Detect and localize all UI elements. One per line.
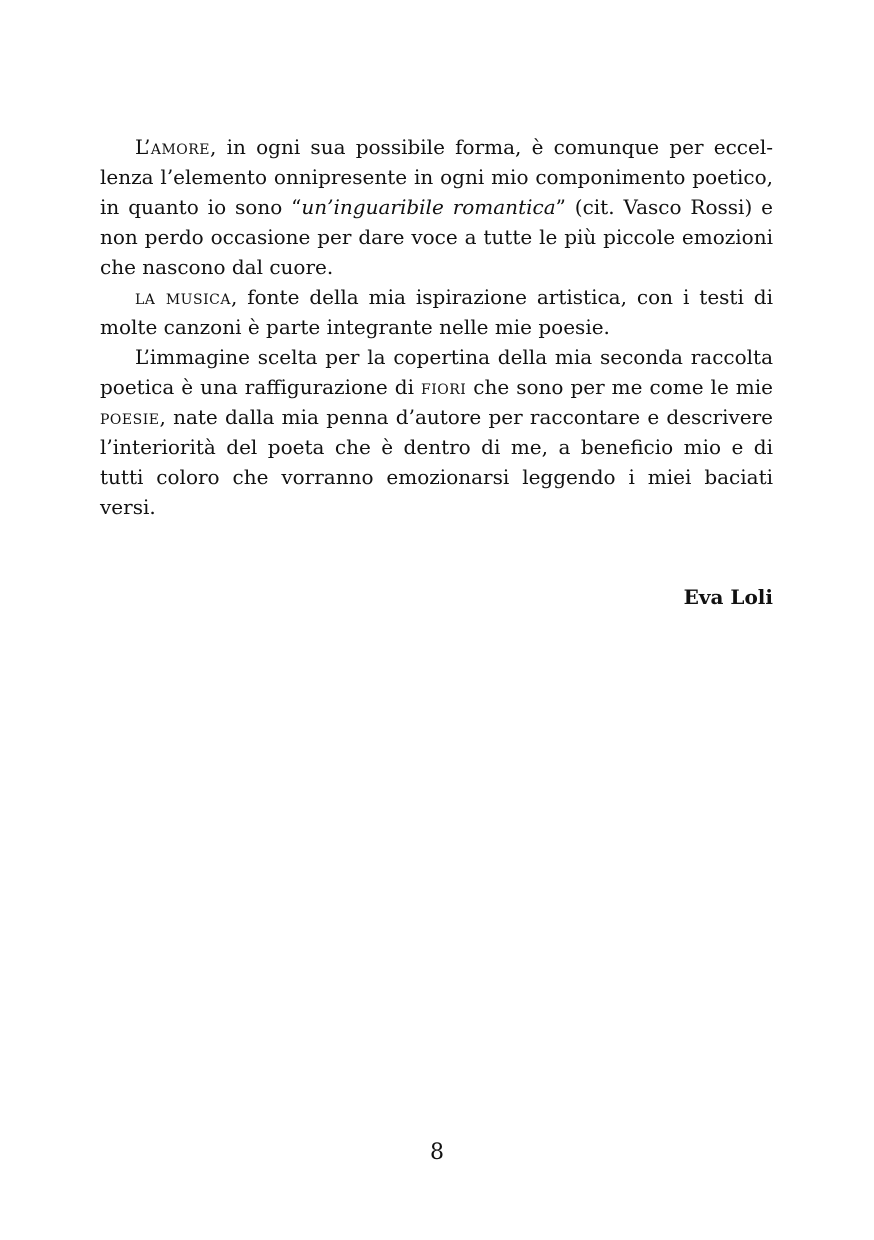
paragraph-cover-text-1: L’immagine scelta per la copertina della mia seconda raccolta poetica è una raffigurazione di: [100, 345, 773, 399]
paragraph-cover: [100, 342, 773, 522]
paragraph-cover-text-2: che sono per me come le mie: [466, 375, 773, 399]
author-signature: Eva Loli: [683, 585, 773, 609]
paragraph-love-text-1: , in ogni sua possibile forma, è comunque per eccellenza l’elemento onnipresente in ogni mio componimento poetico, in quanto io sono “: [100, 135, 773, 219]
page-number: 8: [430, 1140, 444, 1165]
small-caps-fiori: fiori: [420, 375, 467, 399]
paragraph-music: [100, 282, 773, 342]
paragraph-cover-text-3: , nate dalla mia penna d’autore per raccontare e descrivere l’interiorità del poeta che è dentro di me, a beneficio mio e di tutti coloro che vorranno emozionarsi leggendo i miei baciati versi.: [100, 405, 773, 519]
paragraph-love-text-2: ” (cit. Vasco Rossi) e non perdo occasione per dare voce a tutte le più piccole emozioni che nascono dal cuore.: [100, 195, 773, 279]
italic-quote: un’inguaribile romantica: [301, 195, 556, 219]
paragraph-love: [100, 132, 773, 282]
preface-text: [100, 132, 773, 522]
small-caps-la-musica: la musica: [135, 285, 231, 309]
small-caps-poesie: poesie: [100, 405, 160, 429]
paragraph-music-text: , fonte della mia ispirazione artistica, con i testi di molte canzoni è parte integrante nelle mie poesie.: [100, 285, 774, 339]
small-caps-amore: L’amore: [135, 135, 211, 159]
